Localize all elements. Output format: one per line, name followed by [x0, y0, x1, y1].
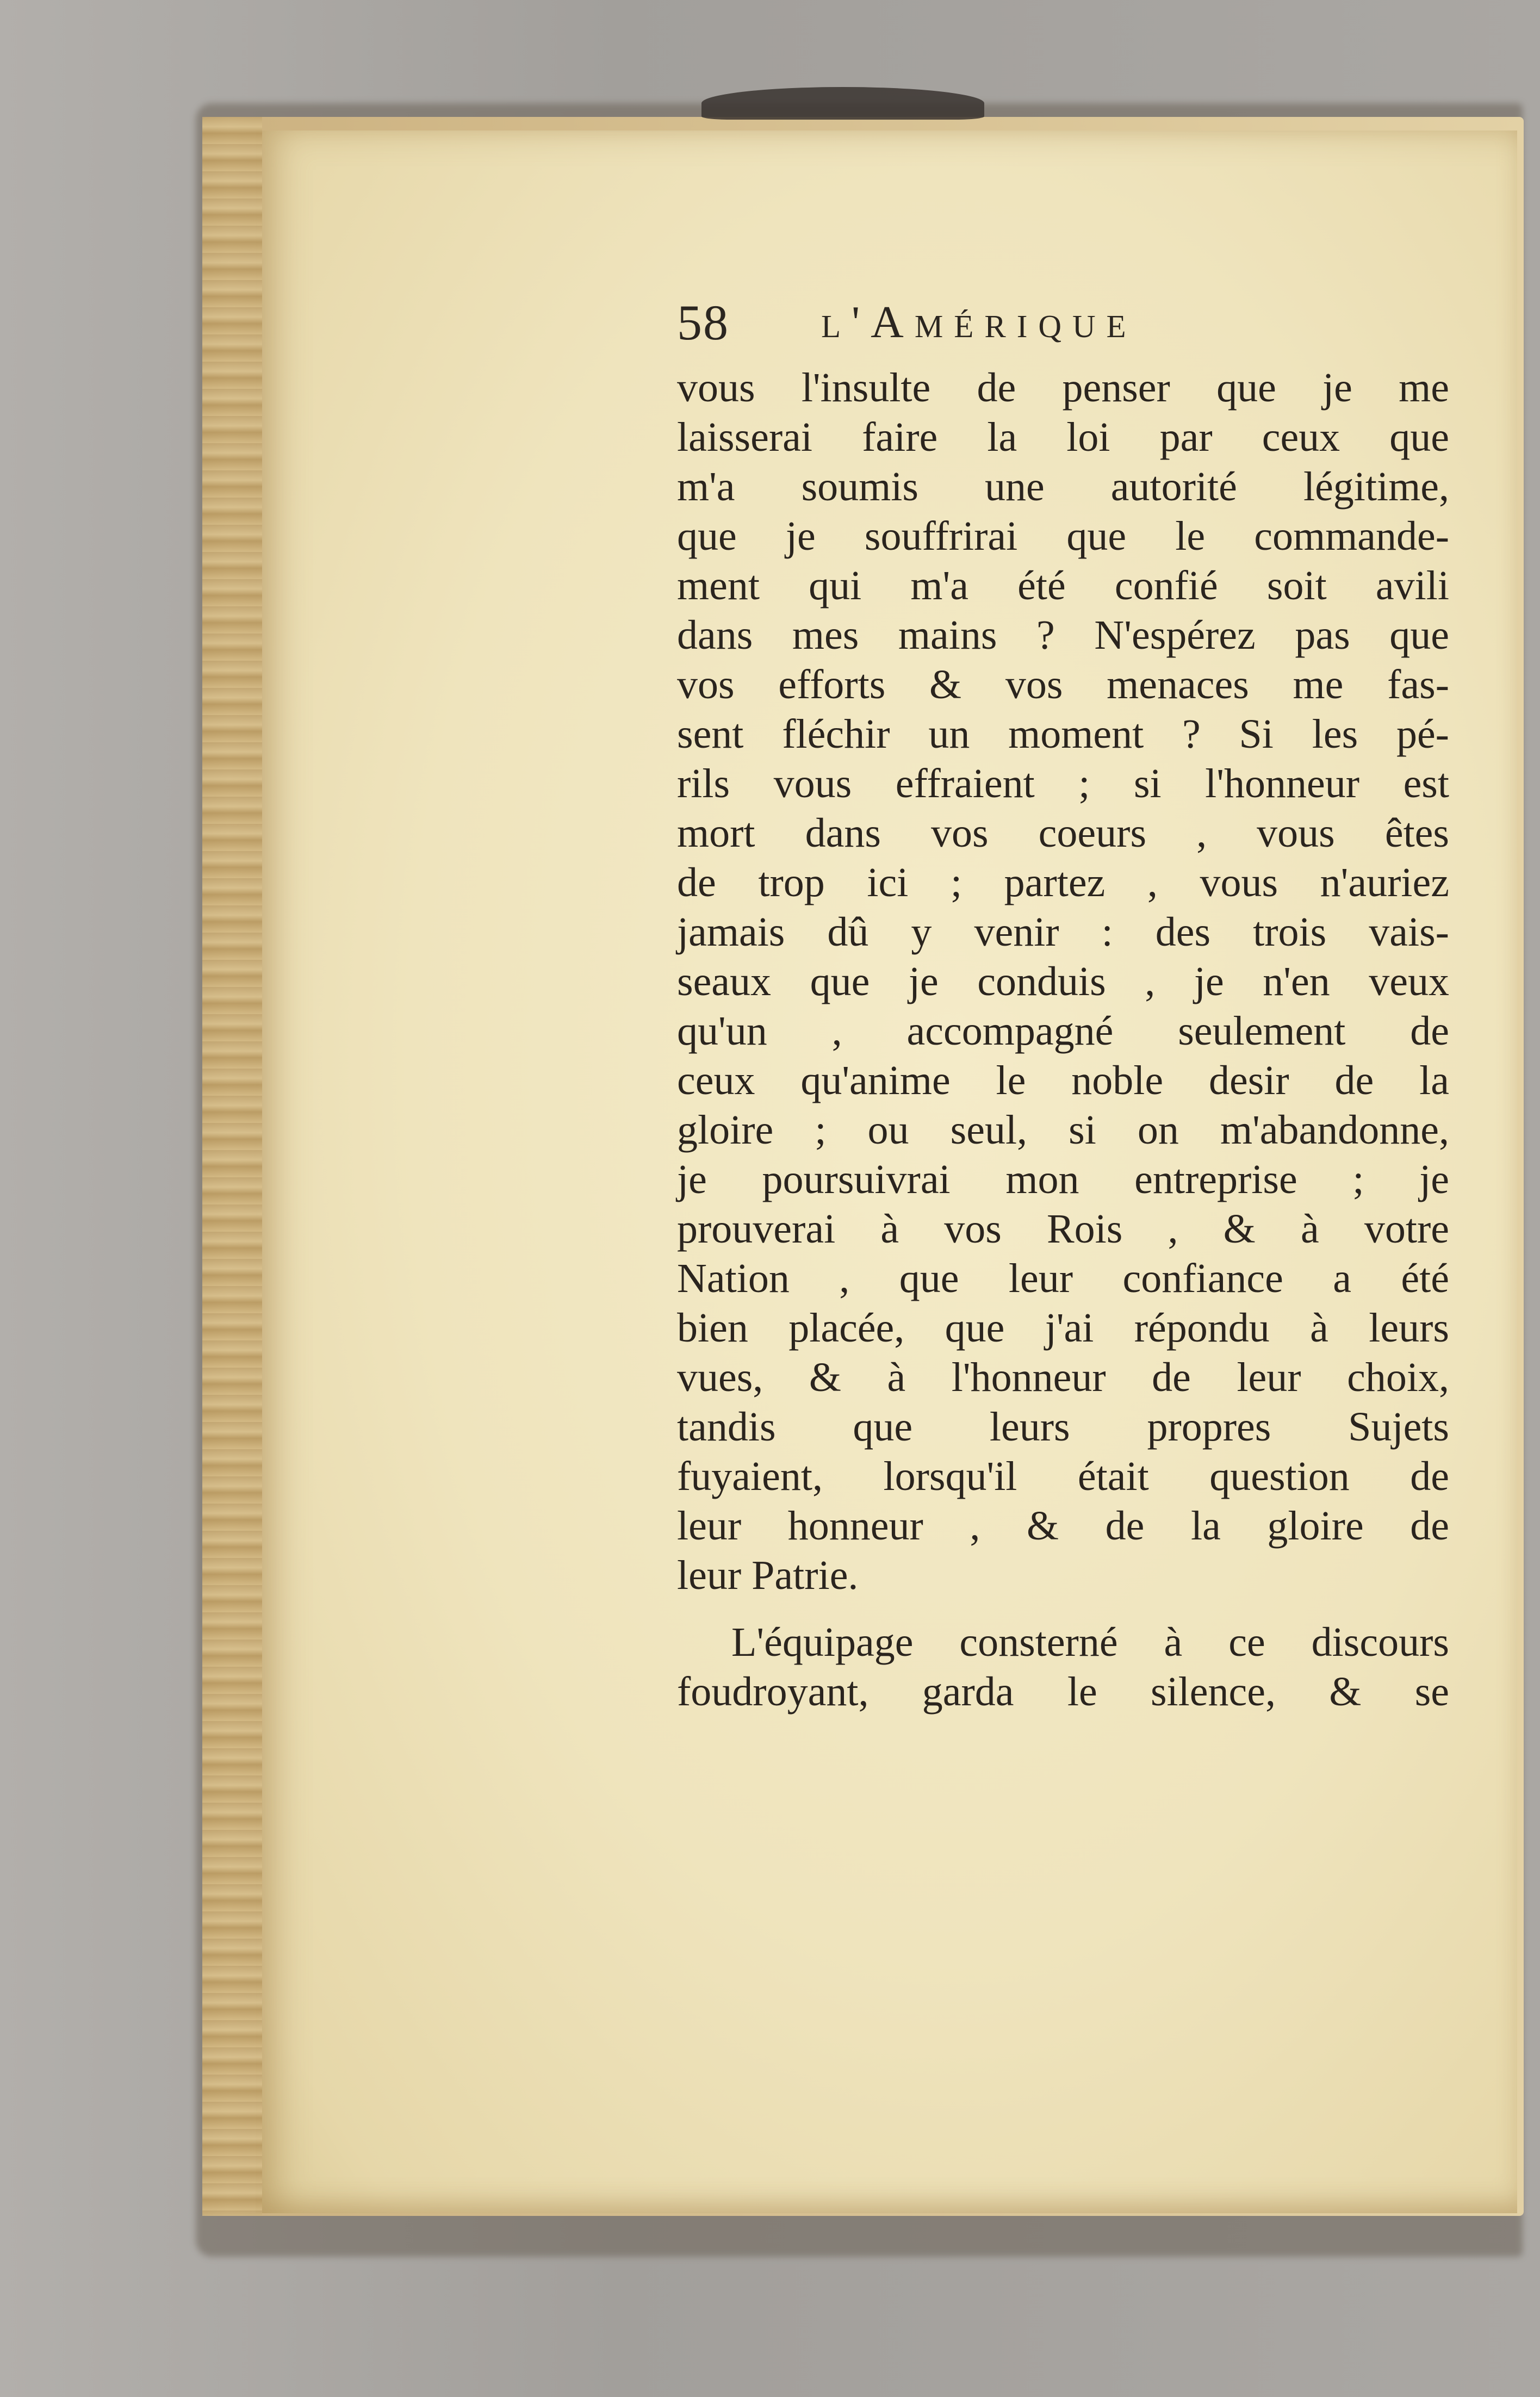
text-line: que je souffrirai que le commande- — [677, 513, 1449, 559]
paragraph-start-line: L'équipage consterné à ce discours — [731, 1619, 1449, 1665]
text-line: vos efforts & vos menaces me fas- — [677, 662, 1449, 707]
page-header — [677, 294, 1297, 353]
text-line: de trop ici ; partez , vous n'auriez — [677, 860, 1449, 905]
text-line: seaux que je conduis , je n'en veux — [677, 959, 1449, 1004]
paragraph-end-line: leur Patrie. — [677, 1553, 859, 1598]
text-line: bien placée, que j'ai répondu à leurs — [677, 1305, 1449, 1351]
text-line: m'a soumis une autorité légitime, — [677, 464, 1449, 510]
text-line: dans mes mains ? N'espérez pas que — [677, 612, 1449, 658]
text-line: fuyaient, lorsqu'il était question de — [677, 1454, 1449, 1499]
text-line: jamais dû y venir : des trois vais- — [677, 909, 1449, 955]
running-head: l'Amérique — [821, 297, 1137, 347]
text-line: tandis que leurs propres Sujets — [677, 1404, 1449, 1450]
text-line: foudroyant, garda le silence, & se — [677, 1669, 1449, 1715]
text-line: laisserai faire la loi par ceux que — [677, 414, 1449, 460]
text-line: je poursuivrai mon entreprise ; je — [677, 1157, 1449, 1202]
binding-tear — [701, 87, 984, 120]
text-line: rils vous effraient ; si l'honneur est — [677, 761, 1449, 806]
text-line: vous l'insulte de penser que je me — [677, 365, 1449, 411]
text-line: Nation , que leur confiance a été — [677, 1256, 1449, 1301]
text-line: leur honneur , & de la gloire de — [677, 1503, 1449, 1549]
frayed-page-edge — [202, 117, 262, 2216]
text-line: vues, & à l'honneur de leur choix, — [677, 1355, 1449, 1400]
text-line: ment qui m'a été confié soit avili — [677, 563, 1449, 608]
text-line: prouverai à vos Rois , & à votre — [677, 1206, 1449, 1252]
text-line: gloire ; ou seul, si on m'abandonne, — [677, 1107, 1449, 1153]
text-line: mort dans vos coeurs , vous êtes — [677, 810, 1449, 856]
text-line: sent fléchir un moment ? Si les pé- — [677, 711, 1449, 757]
body-text — [677, 363, 1449, 1717]
text-line: ceux qu'anime le noble desir de la — [677, 1058, 1449, 1103]
page-number: 58 — [677, 295, 729, 350]
text-line: qu'un , accompagné seulement de — [677, 1008, 1449, 1054]
